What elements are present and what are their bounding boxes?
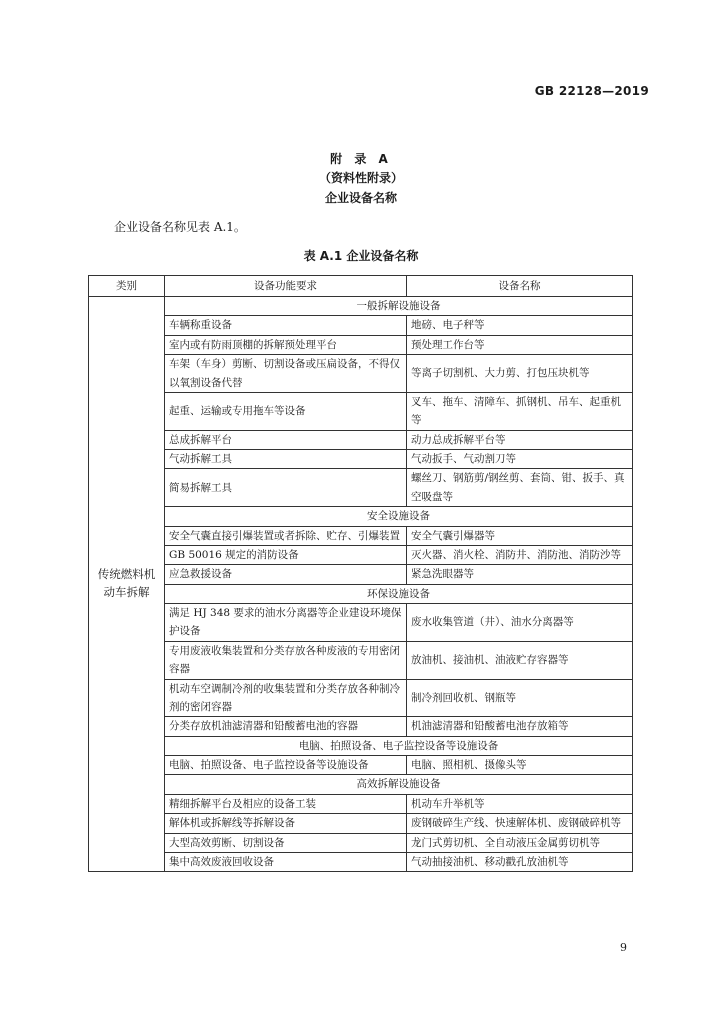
function-requirement-cell: 车架（车身）剪断、切割设备或压扁设备，不得仅以氧割设备代替 — [165, 355, 407, 393]
table-header-row — [89, 276, 633, 297]
equipment-name-cell: 灭火器、消火栓、消防井、消防池、消防沙等 — [407, 545, 633, 564]
equipment-name-cell: 预处理工作台等 — [407, 335, 633, 354]
function-requirement-cell: 总成拆解平台 — [165, 430, 407, 449]
function-requirement-cell: 专用废液收集装置和分类存放各种废液的专用密闭容器 — [165, 641, 407, 679]
function-requirement-cell: 气动拆解工具 — [165, 450, 407, 469]
table-row — [89, 565, 633, 584]
function-requirement-cell: 起重、运输或专用拖车等设备 — [165, 392, 407, 430]
equipment-name-cell: 紧急洗眼器等 — [407, 565, 633, 584]
function-requirement-cell: 分类存放机油滤清器和铅酸蓄电池的容器 — [165, 717, 407, 736]
header-function-requirement: 设备功能要求 — [165, 276, 407, 297]
equipment-name-cell: 气动抽接油机、移动戳孔放油机等 — [407, 852, 633, 871]
section-title: 安全设施设备 — [165, 507, 633, 526]
appendix-title: 附 录 A — [330, 152, 392, 166]
equipment-name-cell: 气动扳手、气动割刀等 — [407, 450, 633, 469]
table-row — [89, 335, 633, 354]
equipment-name-cell: 放油机、接油机、油液贮存容器等 — [407, 641, 633, 679]
section-header-row — [89, 507, 633, 526]
function-requirement-cell: 电脑、拍照设备、电子监控设备等设施设备 — [165, 756, 407, 775]
table-row — [89, 545, 633, 564]
header-category: 类别 — [89, 276, 165, 297]
table-row — [89, 316, 633, 335]
function-requirement-cell: 满足 HJ 348 要求的油水分离器等企业建设环境保护设备 — [165, 604, 407, 642]
table-row — [89, 833, 633, 852]
category-cell: 传统燃料机动车拆解 — [89, 297, 165, 872]
equipment-name-cell: 机动车升举机等 — [407, 794, 633, 813]
function-requirement-cell: 机动车空调制冷剂的收集装置和分类存放各种制冷剂的密闭容器 — [165, 679, 407, 717]
function-requirement-cell: 车辆称重设备 — [165, 316, 407, 335]
table-row — [89, 430, 633, 449]
table-row — [89, 450, 633, 469]
function-requirement-cell: 解体机或拆解线等拆解设备 — [165, 814, 407, 833]
equipment-name-cell: 叉车、拖车、清障车、抓钢机、吊车、起重机等 — [407, 392, 633, 430]
appendix-name: 企业设备名称 — [324, 191, 397, 205]
equipment-table — [88, 275, 633, 872]
section-title: 一般拆解设施设备 — [165, 297, 633, 316]
equipment-name-cell: 制冷剂回收机、钢瓶等 — [407, 679, 633, 717]
table-row — [89, 355, 633, 393]
standard-number: GB 22128—2019 — [534, 84, 649, 98]
equipment-name-cell: 废水收集管道（井）、油水分离器等 — [407, 604, 633, 642]
table-row — [89, 604, 633, 642]
function-requirement-cell: GB 50016 规定的消防设备 — [165, 545, 407, 564]
intro-text: 企业设备名称见表 A.1。 — [114, 220, 246, 234]
section-title: 高效拆解设施设备 — [165, 775, 633, 794]
equipment-name-cell: 电脑、照相机、摄像头等 — [407, 756, 633, 775]
table-caption: 表 A.1 企业设备名称 — [303, 249, 419, 263]
table-body — [89, 297, 633, 872]
section-header-row — [89, 584, 633, 603]
equipment-name-cell: 等离子切割机、大力剪、打包压块机等 — [407, 355, 633, 393]
table-row — [89, 852, 633, 871]
table-row — [89, 641, 633, 679]
section-header-row — [89, 297, 633, 316]
table-row — [89, 392, 633, 430]
equipment-name-cell: 安全气囊引爆器等 — [407, 526, 633, 545]
table-row — [89, 526, 633, 545]
function-requirement-cell: 应急救援设备 — [165, 565, 407, 584]
function-requirement-cell: 室内或有防雨顶棚的拆解预处理平台 — [165, 335, 407, 354]
section-header-row — [89, 736, 633, 755]
equipment-name-cell: 龙门式剪切机、全自动液压金属剪切机等 — [407, 833, 633, 852]
section-header-row — [89, 775, 633, 794]
table-row — [89, 717, 633, 736]
header-equipment-name: 设备名称 — [407, 276, 633, 297]
function-requirement-cell: 集中高效废液回收设备 — [165, 852, 407, 871]
equipment-name-cell: 机油滤清器和铅酸蓄电池存放箱等 — [407, 717, 633, 736]
table-row — [89, 814, 633, 833]
appendix-subtitle: （资料性附录） — [318, 171, 403, 185]
equipment-name-cell: 废钢破碎生产线、快速解体机、废钢破碎机等 — [407, 814, 633, 833]
function-requirement-cell: 简易拆解工具 — [165, 469, 407, 507]
table-row — [89, 794, 633, 813]
equipment-name-cell: 动力总成拆解平台等 — [407, 430, 633, 449]
table-row — [89, 469, 633, 507]
section-title: 环保设施设备 — [165, 584, 633, 603]
page-number: 9 — [620, 941, 627, 954]
section-title: 电脑、拍照设备、电子监控设备等设施设备 — [165, 736, 633, 755]
function-requirement-cell: 安全气囊直接引爆装置或者拆除、贮存、引爆装置 — [165, 526, 407, 545]
table-row — [89, 679, 633, 717]
equipment-name-cell: 地磅、电子秤等 — [407, 316, 633, 335]
equipment-name-cell: 螺丝刀、钢筋剪/钢丝剪、套筒、钳、扳手、真空吸盘等 — [407, 469, 633, 507]
function-requirement-cell: 精细拆解平台及相应的设备工装 — [165, 794, 407, 813]
table-row — [89, 756, 633, 775]
function-requirement-cell: 大型高效剪断、切割设备 — [165, 833, 407, 852]
